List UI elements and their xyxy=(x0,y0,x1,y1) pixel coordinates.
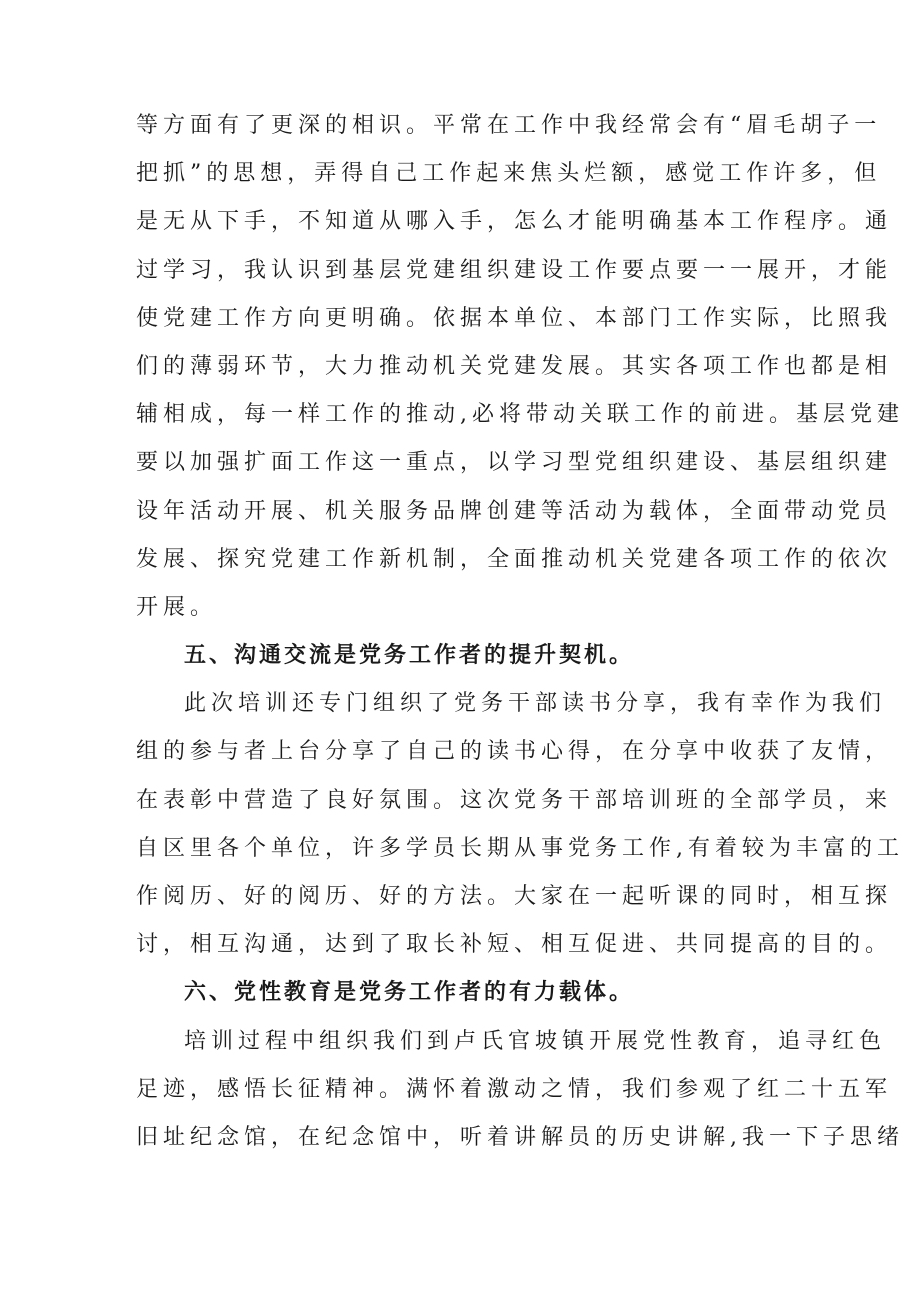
text-line: 组的参与者上台分享了自己的读书心得，在分享中收获了友情， xyxy=(136,739,893,765)
paragraph-1 xyxy=(136,102,904,632)
text-line: 辅相成，每一样工作的推动,必将带动关联工作的前进。基层党建 xyxy=(136,402,904,428)
paragraph-2 xyxy=(136,680,904,969)
text-line: 过学习，我认识到基层党建组织建设工作要点要一一展开，才能 xyxy=(136,257,893,283)
text-line: 们的薄弱环节，大力推动机关党建发展。其实各项工作也都是相 xyxy=(136,353,893,379)
text-line: 培训过程中组织我们到卢氏官坡镇开展党性教育，追寻红色 xyxy=(184,1028,887,1054)
paragraph-3 xyxy=(136,1018,904,1163)
section-heading-5: 五、沟通交流是党务工作者的提升契机。 xyxy=(184,643,635,669)
text-line: 使党建工作方向更明确。依据本单位、本部门工作实际，比照我 xyxy=(136,305,893,331)
text-line: 自区里各个单位，许多学员长期从事党务工作,有着较为丰富的工 xyxy=(136,835,904,861)
text-line: 足迹，感悟长征精神。满怀着激动之情，我们参观了红二十五军 xyxy=(136,1076,893,1102)
text-line: 发展、探究党建工作新机制，全面推动机关党建各项工作的依次 xyxy=(136,546,893,572)
text-line: 旧址纪念馆，在纪念馆中，听着讲解员的历史讲解,我一下子思绪 xyxy=(136,1124,904,1150)
section-heading-6: 六、党性教育是党务工作者的有力载体。 xyxy=(184,980,635,1006)
text-line: 此次培训还专门组织了党务干部读书分享，我有幸作为我们 xyxy=(184,691,887,717)
text-line: 等方面有了更深的相识。平常在工作中我经常会有“眉毛胡子一 xyxy=(136,113,882,138)
text-line: 讨，相互沟通，达到了取长补短、相互促进、共同提高的目的。 xyxy=(136,932,893,958)
text-line: 开展。 xyxy=(136,594,218,620)
text-line: 在表彰中营造了良好氛围。这次党务干部培训班的全部学员，来 xyxy=(136,787,893,813)
text-line: 要以加强扩面工作这一重点，以学习型党组织建设、基层组织建 xyxy=(136,450,893,476)
document-page xyxy=(136,102,904,1162)
text-line: 设年活动开展、机关服务品牌创建等活动为载体，全面带动党员 xyxy=(136,498,893,524)
text-line: 把抓”的思想，弄得自己工作起来焦头烂额，感觉工作许多，但 xyxy=(136,161,882,187)
text-line: 作阅历、好的阅历、好的方法。大家在一起听课的同时，相互探 xyxy=(136,884,893,909)
text-line: 是无从下手，不知道从哪入手，怎么才能明确基本工作程序。通 xyxy=(136,209,893,235)
